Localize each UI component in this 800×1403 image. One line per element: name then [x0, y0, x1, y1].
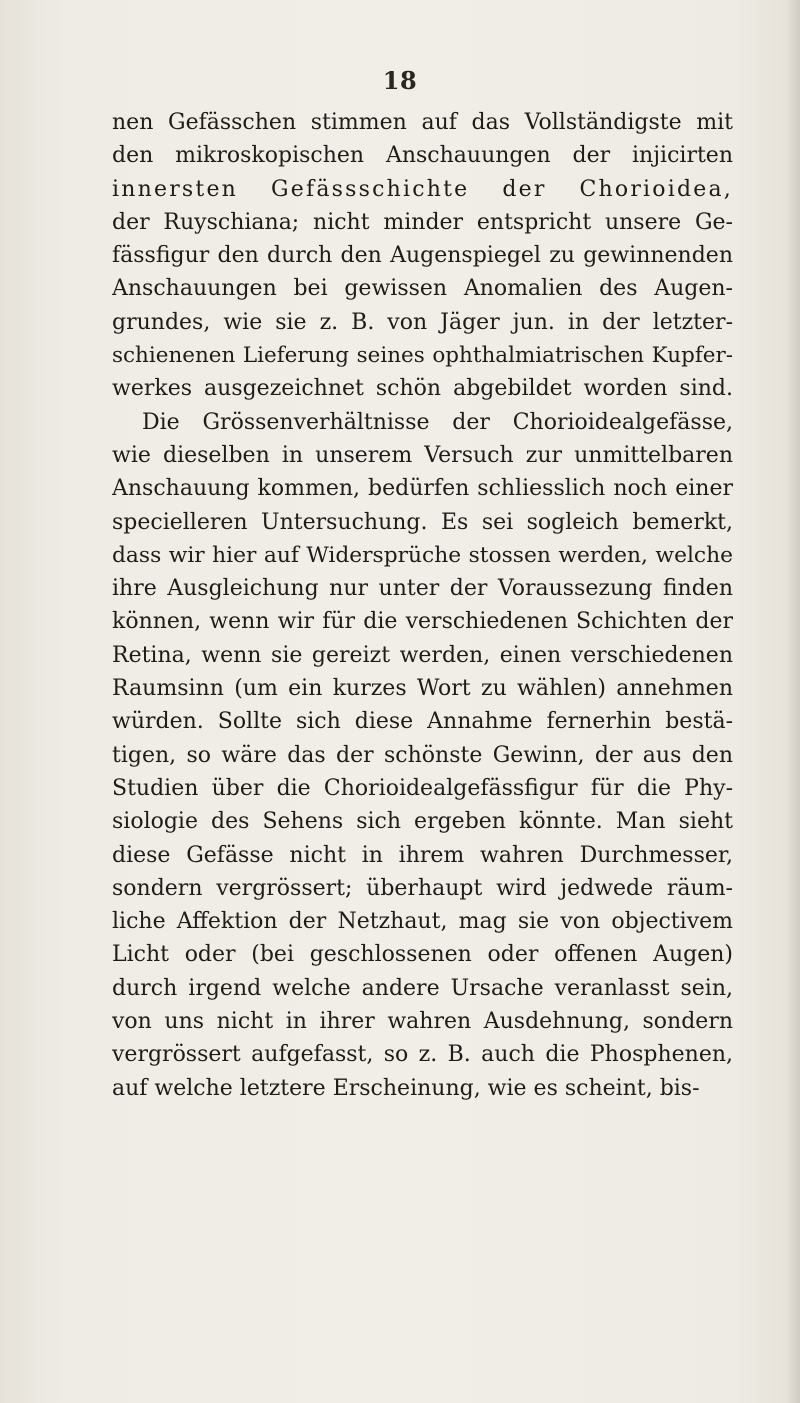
text-line: liche Affektion der Netzhaut, mag sie von objectivem [112, 909, 733, 935]
text-line: Raumsinn (um ein kurzes Wort zu wählen) annehmen [112, 676, 733, 702]
text-line: tigen, so wäre das der schönste Gewinn, der aus den [112, 742, 733, 768]
text-line: specielleren Untersuchung. Es sei sogleich bemerkt, [112, 509, 733, 535]
text-line: schienenen Lieferung seines ophthalmiatrischen Kupfer- [112, 343, 733, 369]
text-line: werkes ausgezeichnet schön abgebildet worden sind. [112, 376, 733, 402]
text-line: sondern vergrössert; überhaupt wird jedwede räum- [112, 875, 733, 901]
body-text [112, 106, 733, 1105]
text-line: Retina, wenn sie gereizt werden, einen verschiedenen [112, 642, 733, 668]
page-number: 18 [382, 66, 418, 95]
text-line: von uns nicht in ihrer wahren Ausdehnung, sondern [112, 1009, 733, 1035]
text-line: grundes, wie sie z. B. von Jäger jun. in der letzter- [112, 309, 733, 335]
text-line: ihre Ausgleichung nur unter der Voraussezung finden [112, 576, 733, 602]
text-line: Studien über die Chorioidealgefässfigur für die Phy- [112, 775, 733, 801]
text-line: wie dieselben in unserem Versuch zur unmittelbaren [112, 442, 733, 468]
text-line: Die Grössenverhältnisse der Chorioidealgefässe, [142, 409, 733, 435]
text-line: den mikroskopischen Anschauungen der injicirten [112, 143, 733, 169]
text-line: durch irgend welche andere Ursache veranlasst sein, [112, 975, 733, 1001]
page-edge-shadow [786, 0, 800, 1403]
text-line: können, wenn wir für die verschiedenen Schichten der [112, 609, 733, 635]
text-line: Licht oder (bei geschlossenen oder offenen Augen) [112, 942, 733, 968]
text-line: fässfigur den durch den Augenspiegel zu gewinnenden [112, 243, 733, 269]
text-line: nen Gefässchen stimmen auf das Vollständigste mit [112, 110, 733, 135]
text-line: siologie des Sehens sich ergeben könnte. Man sieht [112, 809, 733, 835]
text-line: vergrössert aufgefasst, so z. B. auch die Phosphenen, [112, 1042, 733, 1068]
text-line: innersten Gefässschichte der Chorioidea, [112, 176, 733, 202]
text-line: Anschauungen bei gewissen Anomalien des Augen- [112, 276, 733, 302]
text-line: würden. Sollte sich diese Annahme fernerhin bestä- [112, 709, 733, 735]
text-line: der Ruyschiana; nicht minder entspricht unsere Ge- [112, 209, 733, 235]
text-line: auf welche letztere Erscheinung, wie es scheint, bis- [112, 1075, 700, 1101]
text-line: diese Gefässe nicht in ihrem wahren Durchmesser, [112, 842, 733, 868]
text-line: dass wir hier auf Widersprüche stossen werden, welche [112, 542, 733, 568]
text-line: Anschauung kommen, bedürfen schliesslich noch einer [112, 476, 733, 502]
